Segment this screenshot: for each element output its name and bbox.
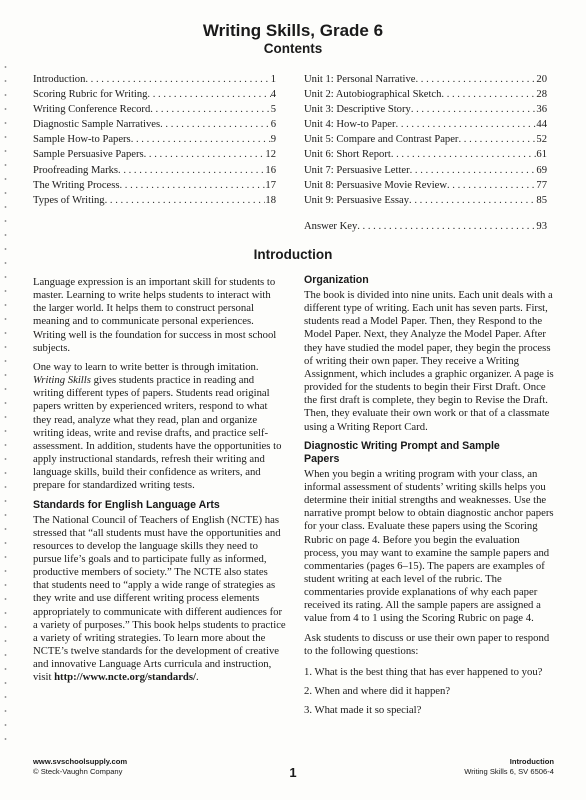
toc-right-column: [304, 72, 547, 208]
toc-entry: [304, 219, 547, 234]
toc-leader-dots: [391, 147, 537, 162]
toc-entry-title: Unit 2: Autobiographical Sketch: [304, 89, 442, 101]
toc-entry: [304, 147, 547, 162]
toc-entry-page: 1: [270, 74, 276, 85]
toc-leader-dots: [150, 102, 270, 117]
standards-heading: Standards for English Language Arts: [33, 498, 220, 511]
toc-entry: [33, 117, 276, 132]
toc-entry-title: Scoring Rubric for Writing: [33, 89, 148, 101]
toc-leader-dots: [447, 178, 536, 193]
toc-entry: [33, 72, 276, 87]
toc-leader-dots: [458, 132, 536, 147]
toc-entry: [33, 178, 276, 193]
toc-entry: [33, 163, 276, 178]
diagnostic-heading: Diagnostic Writing Prompt and Sample Papers: [304, 439, 500, 465]
toc-entry-page: 36: [536, 104, 547, 116]
toc-entry-page: 5: [270, 104, 276, 116]
toc-entry-title: Unit 4: How-to Paper: [304, 119, 396, 131]
ask-students-paragraph: Ask students to discuss or use their own paper to respond to the following questions:: [304, 631, 550, 657]
footer-url[interactable]: www.svschoolsupply.com: [33, 757, 128, 766]
toc-entry: [33, 147, 276, 162]
toc-entry-title: Unit 8: Persuasive Movie Review: [304, 179, 447, 191]
question-1: 1. What is the best thing that has ever happened to you?: [304, 665, 543, 678]
left-text-column: [33, 276, 286, 691]
question-2: 2. When and where did it happen?: [304, 685, 451, 698]
toc-leader-dots: [410, 163, 537, 178]
toc-entry: [304, 193, 547, 208]
toc-entry-title: Unit 3: Descriptive Story: [304, 104, 411, 116]
toc-entry: [33, 102, 276, 117]
intro-paragraph-2: One way to learn to write better is through imitation. Writing Skills gives students practice in reading and writing different types of papers. Students read original papers written by experienced writers, respond to what they read, analyze what they read, plan and organize writing ideas, write and revise drafts, and practice self-assessment. In addition, students have the opportunities to apply instructional standards, refresh their writing and language skills, build their confidence as writers, and prepare for standardized writing tests.: [33, 360, 282, 492]
question-3: 3. What made it so special?: [304, 704, 422, 717]
toc-entry-page: 9: [270, 134, 276, 146]
toc-entry: [304, 132, 547, 147]
footer-company: © Steck-Vaughn Company: [33, 767, 123, 776]
toc-entry-title: Introduction: [33, 74, 86, 85]
toc-answer-key: [304, 219, 547, 234]
right-text-column: [304, 274, 554, 723]
footer-section: Introduction: [509, 757, 554, 766]
organization-heading: Organization: [304, 274, 369, 286]
toc-leader-dots: [147, 87, 270, 102]
toc-entry: [304, 72, 547, 87]
toc-leader-dots: [144, 147, 266, 162]
toc-entry-title: Unit 1: Personal Narrative: [304, 74, 416, 85]
toc-leader-dots: [409, 193, 536, 208]
contents-heading: Contents: [263, 41, 323, 56]
toc-entry-title: Types of Writing: [33, 194, 105, 206]
page-number: 1: [289, 765, 297, 780]
toc-leader-dots: [105, 193, 266, 208]
toc-entry: [33, 87, 276, 102]
toc-leader-dots: [118, 163, 265, 178]
toc-entry: [33, 193, 276, 208]
toc-entry-title: Sample How-to Papers: [33, 134, 131, 146]
toc-entry-title: Unit 5: Compare and Contrast Paper: [304, 134, 459, 146]
toc-leader-dots: [396, 117, 537, 132]
toc-entry: [304, 102, 547, 117]
toc-entry: [33, 132, 276, 147]
toc-leader-dots: [411, 102, 537, 117]
toc-entry-title: Sample Persuasive Papers: [33, 149, 144, 161]
toc-entry-page: 85: [536, 194, 547, 206]
toc-entry-title: Answer Key: [304, 221, 358, 232]
toc-entry-page: 69: [536, 164, 547, 176]
toc-entry-title: The Writing Process: [33, 179, 120, 191]
intro-paragraph-1: Language expression is an important skill for students to master. Learning to write helps students to interact with the larger world. It helps them to construct personal meaning and to communicate personal experiences. Writing well is the foundation for success in most school subjects.: [33, 276, 277, 354]
toc-entry-page: 6: [270, 119, 276, 131]
toc-entry-title: Unit 6: Short Report: [304, 149, 391, 161]
toc-entry-title: Unit 7: Persuasive Letter: [304, 164, 410, 176]
toc-entry: [304, 87, 547, 102]
toc-entry-title: Unit 9: Persuasive Essay: [304, 194, 410, 206]
footer-book-code: Writing Skills 6, SV 6506-4: [464, 767, 554, 776]
toc-entry-page: 44: [536, 119, 547, 131]
book-title-italic: Writing Skills: [33, 374, 91, 387]
spiral-binding-holes: [4, 60, 7, 750]
toc-entry-page: 28: [536, 89, 547, 101]
toc-entry: [304, 163, 547, 178]
toc-entry-page: 52: [536, 134, 547, 146]
diagnostic-paragraph: When you begin a writing program with your class, an informal assessment of students’ writing skills helps you determine their initial strengths and weaknesses. Use the narrative prompt below to obtain diagnostic anchor papers for your class. Evaluate these papers using the Scoring Rubric on page 4. Before you begin the evaluation process, you may want to examine the sample papers and commentaries (pages 6–15). The papers are examples of student writing at each level of the rubric. The commentaries provide explanations of why each paper received its rating. All the sample papers are assigned a value from 4 to 1 using the Scoring Rubric on page 4.: [304, 467, 554, 625]
toc-leader-dots: [441, 87, 536, 102]
toc-leader-dots: [416, 72, 537, 87]
toc-leader-dots: [85, 72, 270, 87]
toc-leader-dots: [131, 132, 271, 147]
ncte-standards-link[interactable]: http://www.ncte.org/standards/: [54, 671, 197, 684]
toc-entry-page: 18: [265, 194, 276, 206]
standards-paragraph: The National Council of Teachers of English (NCTE) has stressed that “all students must have the opportunities and resources to develop the language skills they need to pursue life’s goals and to participate fully as informed, productive members of society.” The NCTE also states that students need to “apply a wide range of strategies as they write and use different writing process elements appropriately to communicate with different audiences for a variety of purposes.” This book helps students to practice a variety of writing strategies. To learn more about the NCTE’s twelve standards for the development of creative and innovative Language Arts curricula and instruction, visit http://www.ncte.org/standards/.: [33, 513, 286, 684]
toc-entry-page: 93: [536, 221, 547, 232]
toc-entry-page: 20: [536, 74, 547, 85]
toc-left-column: [33, 72, 276, 208]
footer-right: [464, 757, 554, 777]
toc-leader-dots: [119, 178, 265, 193]
toc-entry-title: Writing Conference Record: [33, 104, 151, 116]
toc-leader-dots: [160, 117, 271, 132]
toc-entry: [304, 117, 547, 132]
book-title: Writing Skills, Grade 6: [202, 21, 384, 40]
toc-leader-dots: [357, 219, 536, 234]
toc-entry-title: Diagnostic Sample Narratives: [33, 119, 161, 131]
toc-entry-page: 12: [265, 149, 276, 161]
toc-entry-title: Proofreading Marks: [33, 164, 119, 176]
toc-entry: [304, 178, 547, 193]
introduction-heading: Introduction: [253, 247, 333, 262]
toc-entry-page: 4: [270, 89, 276, 101]
toc-entry-page: 77: [536, 179, 547, 191]
organization-paragraph: The book is divided into nine units. Each unit deals with a different type of writing. Each unit has seven parts. First, students read a Model Paper. Then, they Respond to the Model Paper. Next, they Analyze the Model Paper. After they have studied the model paper, they begin the process of writing their own paper. They receive a Writing Assignment, which includes a graphic organizer. A page is provided for the students to begin their First Draft. Once the first draft is complete, they begin to Revise the Draft. Then, they evaluate their own work or that of a classmate using a Writing Report Card.: [304, 289, 554, 433]
toc-entry-page: 61: [536, 149, 547, 161]
toc-entry-page: 17: [265, 179, 276, 191]
toc-entry-page: 16: [265, 164, 276, 176]
